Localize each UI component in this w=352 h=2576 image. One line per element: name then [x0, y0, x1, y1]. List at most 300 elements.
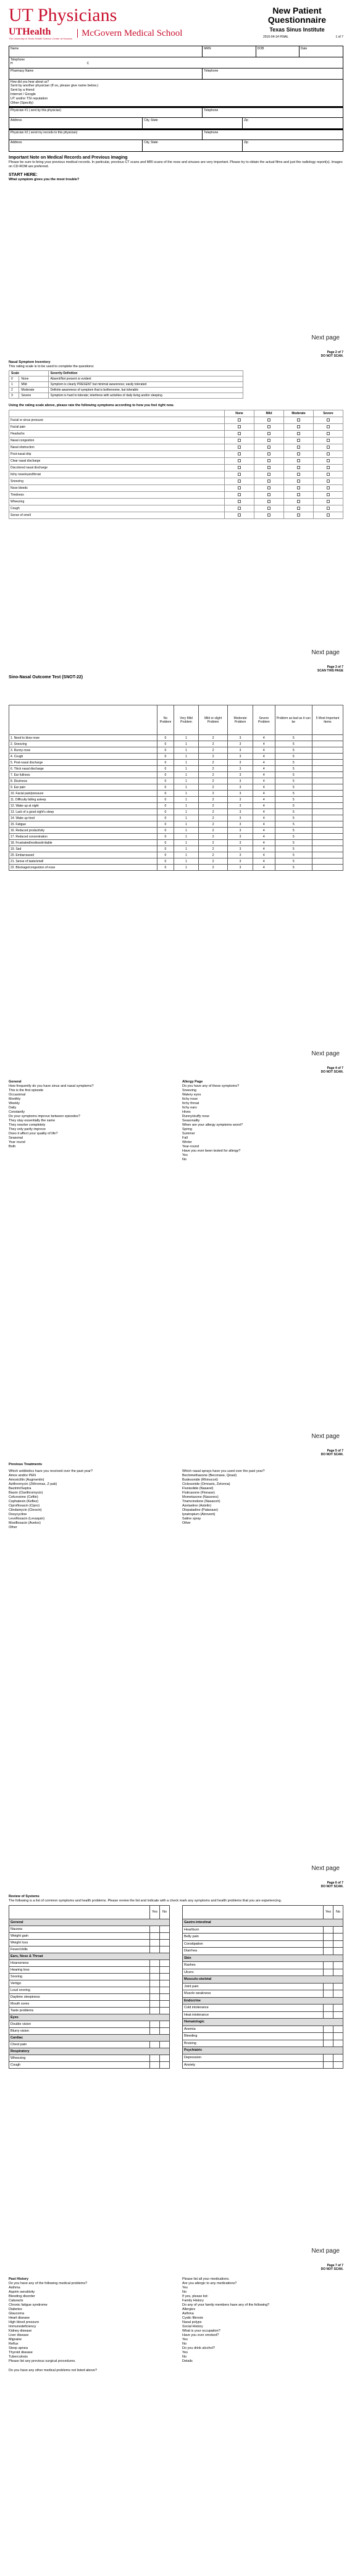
ros-no-cell[interactable] — [333, 1940, 343, 1948]
list-item[interactable]: Liver disease — [9, 2333, 29, 2337]
checkbox[interactable] — [267, 425, 270, 428]
checkbox[interactable] — [267, 493, 270, 496]
ros-yes-cell[interactable] — [324, 1962, 333, 1969]
snot-score[interactable]: 1 — [174, 797, 198, 803]
checkbox[interactable] — [297, 466, 300, 469]
snot-score[interactable]: 1 — [174, 834, 198, 840]
snot-important-cell[interactable] — [312, 747, 343, 754]
snot-score[interactable]: 0 — [157, 747, 174, 754]
ros-no-cell[interactable] — [160, 1933, 170, 1940]
mrn-field[interactable]: MRN — [203, 46, 256, 57]
ros-yes-cell[interactable] — [150, 1960, 160, 1967]
ros-yes-cell[interactable] — [324, 1948, 333, 1955]
ros-no-cell[interactable] — [160, 1994, 170, 2001]
rating-cell[interactable] — [284, 491, 314, 498]
snot-score[interactable]: 2 — [199, 821, 228, 828]
snot-score[interactable]: 3 — [228, 784, 253, 791]
checkbox[interactable] — [297, 439, 300, 442]
ros-yes-cell[interactable] — [324, 1990, 333, 1998]
list-item[interactable]: High blood pressure — [9, 2320, 40, 2324]
ros-yes-cell[interactable] — [150, 2028, 160, 2035]
list-item[interactable]: Does it affect your quality of life? — [9, 1131, 58, 1136]
checkbox[interactable] — [297, 507, 300, 510]
rating-cell[interactable] — [254, 464, 284, 471]
snot-score[interactable]: 5 — [275, 784, 312, 791]
snot-score[interactable]: 1 — [174, 828, 198, 834]
snot-important-cell[interactable] — [312, 784, 343, 791]
snot-score[interactable]: 3 — [228, 772, 253, 778]
snot-score[interactable]: 1 — [174, 865, 198, 871]
ros-no-cell[interactable] — [333, 2061, 343, 2069]
checkbox[interactable] — [238, 432, 241, 435]
rating-cell[interactable] — [225, 478, 254, 484]
checkbox[interactable] — [327, 480, 330, 483]
ros-no-cell[interactable] — [333, 2005, 343, 2012]
rating-cell[interactable] — [254, 457, 284, 464]
list-item[interactable]: Runny/stuffy nose — [182, 1114, 209, 1118]
tel-cell[interactable]: C — [86, 61, 90, 65]
snot-score[interactable]: 4 — [253, 754, 275, 760]
snot-score[interactable]: 1 — [174, 858, 198, 865]
ros-no-cell[interactable] — [333, 1948, 343, 1955]
ros-yes-cell[interactable] — [150, 1974, 160, 1980]
snot-score[interactable]: 1 — [174, 766, 198, 772]
snot-score[interactable]: 5 — [275, 828, 312, 834]
snot-score[interactable]: 5 — [275, 735, 312, 741]
list-item[interactable]: Asthma — [182, 2312, 194, 2316]
ros-no-cell[interactable] — [333, 1990, 343, 1998]
snot-score[interactable]: 4 — [253, 741, 275, 747]
snot-score[interactable]: 3 — [228, 846, 253, 852]
list-item[interactable]: Please list any previous surgical procedures. — [9, 2359, 76, 2363]
tel-home[interactable]: H — [10, 61, 13, 65]
rating-cell[interactable] — [284, 464, 314, 471]
snot-score[interactable]: 5 — [275, 766, 312, 772]
snot-score[interactable]: 1 — [174, 754, 198, 760]
pharmacy-phone-field[interactable]: Telephone — [204, 69, 219, 73]
list-item[interactable]: Sleep apnea — [9, 2346, 28, 2350]
snot-score[interactable]: 4 — [253, 760, 275, 766]
checkbox[interactable] — [327, 418, 330, 422]
snot-score[interactable]: 2 — [199, 846, 228, 852]
heard-option[interactable]: Sent by a friend — [10, 88, 35, 92]
list-item[interactable]: Which nasal sprays have you used over the past year? — [182, 1469, 265, 1473]
ros-no-cell[interactable] — [160, 1967, 170, 1974]
list-item[interactable]: Spring — [182, 1127, 192, 1131]
snot-score[interactable]: 1 — [174, 778, 198, 784]
list-item[interactable]: Both — [9, 1144, 16, 1149]
snot-score[interactable]: 2 — [199, 760, 228, 766]
snot-score[interactable]: 2 — [199, 766, 228, 772]
snot-important-cell[interactable] — [312, 766, 343, 772]
snot-score[interactable]: 4 — [253, 772, 275, 778]
ros-yes-cell[interactable] — [150, 2008, 160, 2014]
list-item[interactable]: Have you ever smoked? — [182, 2333, 219, 2337]
snot-score[interactable]: 3 — [228, 840, 253, 846]
list-item[interactable]: Itchy nose — [182, 1097, 198, 1101]
ros-no-cell[interactable] — [160, 2021, 170, 2028]
snot-score[interactable]: 0 — [157, 791, 174, 797]
ros-yes-cell[interactable] — [324, 2054, 333, 2061]
snot-score[interactable]: 0 — [157, 846, 174, 852]
snot-score[interactable]: 5 — [275, 858, 312, 865]
rating-cell[interactable] — [225, 505, 254, 512]
list-item[interactable]: Details — [182, 2359, 193, 2363]
snot-score[interactable]: 4 — [253, 858, 275, 865]
list-item[interactable]: Itchy throat — [182, 1101, 199, 1105]
rating-cell[interactable] — [284, 423, 314, 430]
snot-score[interactable]: 5 — [275, 865, 312, 871]
rating-cell[interactable] — [225, 484, 254, 491]
rating-cell[interactable] — [284, 512, 314, 518]
list-item[interactable]: Asthma — [9, 2285, 20, 2290]
ros-yes-cell[interactable] — [324, 1940, 333, 1948]
checkbox[interactable] — [238, 513, 241, 517]
ros-no-cell[interactable] — [160, 1980, 170, 1987]
rating-cell[interactable] — [314, 444, 343, 451]
snot-important-cell[interactable] — [312, 821, 343, 828]
ros-yes-cell[interactable] — [324, 2025, 333, 2033]
list-item[interactable]: Ciprofloxacin (Cipro) — [9, 1503, 40, 1508]
list-item[interactable]: Do you drink alcohol? — [182, 2346, 215, 2350]
physician1-city[interactable]: City, State — [143, 118, 243, 128]
snot-important-cell[interactable] — [312, 760, 343, 766]
snot-score[interactable]: 0 — [157, 858, 174, 865]
ros-yes-cell[interactable] — [150, 1926, 160, 1933]
rating-cell[interactable] — [254, 444, 284, 451]
physician2-tel[interactable]: Telephone — [204, 130, 219, 135]
snot-score[interactable]: 1 — [174, 791, 198, 797]
snot-score[interactable]: 4 — [253, 828, 275, 834]
snot-important-cell[interactable] — [312, 754, 343, 760]
snot-score[interactable]: 1 — [174, 735, 198, 741]
snot-score[interactable]: 3 — [228, 865, 253, 871]
rating-cell[interactable] — [284, 505, 314, 512]
snot-score[interactable]: 2 — [199, 791, 228, 797]
ros-no-cell[interactable] — [160, 2042, 170, 2048]
snot-score[interactable]: 5 — [275, 747, 312, 754]
ros-no-cell[interactable] — [160, 2028, 170, 2035]
checkbox[interactable] — [238, 439, 241, 442]
snot-score[interactable]: 5 — [275, 846, 312, 852]
list-item[interactable]: Please list all your medications. — [182, 2277, 230, 2281]
snot-important-cell[interactable] — [312, 858, 343, 865]
snot-score[interactable]: 5 — [275, 760, 312, 766]
checkbox[interactable] — [267, 459, 270, 462]
rating-cell[interactable] — [225, 512, 254, 518]
snot-score[interactable]: 2 — [199, 778, 228, 784]
checkbox[interactable] — [238, 500, 241, 503]
rating-cell[interactable] — [225, 451, 254, 457]
ros-yes-cell[interactable] — [150, 2062, 160, 2069]
ros-no-cell[interactable] — [160, 1940, 170, 1947]
snot-score[interactable]: 0 — [157, 778, 174, 784]
snot-important-cell[interactable] — [312, 803, 343, 809]
checkbox[interactable] — [238, 466, 241, 469]
physician2-zip[interactable]: Zip — [244, 140, 248, 144]
checkbox[interactable] — [238, 507, 241, 510]
snot-score[interactable]: 0 — [157, 766, 174, 772]
snot-important-cell[interactable] — [312, 797, 343, 803]
checkbox[interactable] — [267, 439, 270, 442]
ros-yes-cell[interactable] — [324, 1969, 333, 1976]
snot-score[interactable]: 0 — [157, 834, 174, 840]
list-item[interactable]: When are your allergy symptoms worst? — [182, 1123, 243, 1127]
name-field[interactable]: Name — [9, 46, 203, 57]
snot-score[interactable]: 2 — [199, 834, 228, 840]
rating-cell[interactable] — [254, 451, 284, 457]
snot-important-cell[interactable] — [312, 815, 343, 821]
checkbox[interactable] — [297, 500, 300, 503]
rating-cell[interactable] — [254, 423, 284, 430]
list-item[interactable]: Azelastine (Astelin) — [182, 1503, 212, 1508]
snot-score[interactable]: 0 — [157, 840, 174, 846]
snot-score[interactable]: 2 — [199, 772, 228, 778]
rating-cell[interactable] — [314, 471, 343, 478]
checkbox[interactable] — [327, 507, 330, 510]
snot-score[interactable]: 2 — [199, 735, 228, 741]
snot-score[interactable]: 4 — [253, 778, 275, 784]
list-item[interactable]: Cefuroxime (Ceftin) — [9, 1495, 38, 1499]
ros-yes-cell[interactable] — [150, 2042, 160, 2048]
snot-score[interactable]: 3 — [228, 852, 253, 858]
snot-score[interactable]: 0 — [157, 797, 174, 803]
checkbox[interactable] — [327, 446, 330, 449]
list-item[interactable]: Seasonal — [9, 1136, 23, 1140]
checkbox[interactable] — [267, 432, 270, 435]
list-item[interactable]: Yes — [182, 2351, 188, 2354]
checkbox[interactable] — [267, 473, 270, 476]
next-page-link[interactable]: Next page — [311, 649, 340, 656]
snot-score[interactable]: 4 — [253, 735, 275, 741]
snot-score[interactable]: 2 — [199, 865, 228, 871]
rating-cell[interactable] — [314, 491, 343, 498]
list-item[interactable]: Do you have any of these symptoms? — [182, 1084, 240, 1088]
checkbox[interactable] — [327, 439, 330, 442]
rating-cell[interactable] — [284, 444, 314, 451]
list-item[interactable]: How frequently do you have sinus and nasal symptoms? — [9, 1084, 94, 1088]
heard-option[interactable]: Sent by another physician (If so, please give name below.) — [10, 83, 99, 88]
ros-yes-cell[interactable] — [150, 1967, 160, 1974]
snot-score[interactable]: 5 — [275, 809, 312, 815]
next-page-link[interactable]: Next page — [311, 334, 340, 341]
list-item[interactable]: Olopatadine (Patanase) — [182, 1508, 219, 1512]
snot-important-cell[interactable] — [312, 865, 343, 871]
list-item[interactable]: No — [182, 2342, 187, 2346]
list-item[interactable]: Amoxicillin (Augmentin) — [9, 1477, 44, 1482]
snot-score[interactable]: 2 — [199, 858, 228, 865]
snot-score[interactable]: 2 — [199, 754, 228, 760]
list-item[interactable]: Occasional — [9, 1092, 26, 1097]
snot-important-cell[interactable] — [312, 828, 343, 834]
snot-score[interactable]: 4 — [253, 747, 275, 754]
snot-score[interactable]: 3 — [228, 815, 253, 821]
ros-no-cell[interactable] — [160, 2055, 170, 2062]
snot-score[interactable]: 5 — [275, 852, 312, 858]
snot-score[interactable]: 1 — [174, 760, 198, 766]
snot-score[interactable]: 0 — [157, 852, 174, 858]
checkbox[interactable] — [327, 425, 330, 428]
next-page-link[interactable]: Next page — [311, 1865, 340, 1872]
snot-score[interactable]: 4 — [253, 834, 275, 840]
list-item[interactable]: Moxifloxacin (Avelox) — [9, 1521, 41, 1525]
physician1-zip[interactable]: Zip — [244, 118, 248, 122]
snot-score[interactable]: 3 — [228, 828, 253, 834]
rating-cell[interactable] — [314, 437, 343, 444]
list-item[interactable]: Yes — [182, 2286, 188, 2290]
snot-score[interactable]: 3 — [228, 821, 253, 828]
heard-option[interactable]: Internet / Google — [10, 92, 36, 96]
physician1-field[interactable]: Physician #1 ( sent by this physician) — [9, 108, 203, 117]
ros-no-cell[interactable] — [160, 1926, 170, 1933]
list-item[interactable]: Aspirin sensitivity — [9, 2290, 35, 2294]
snot-score[interactable]: 3 — [228, 778, 253, 784]
list-item[interactable]: Saline spray — [182, 1516, 201, 1521]
list-item[interactable]: Summer — [182, 1131, 195, 1136]
checkbox[interactable] — [238, 459, 241, 462]
checkbox[interactable] — [238, 493, 241, 496]
rating-cell[interactable] — [284, 437, 314, 444]
ros-yes-cell[interactable] — [324, 2011, 333, 2019]
list-item[interactable]: Year round — [9, 1140, 25, 1144]
snot-score[interactable]: 3 — [228, 754, 253, 760]
rating-cell[interactable] — [314, 451, 343, 457]
checkbox[interactable] — [327, 500, 330, 503]
checkbox[interactable] — [297, 418, 300, 422]
snot-score[interactable]: 3 — [228, 747, 253, 754]
ros-yes-cell[interactable] — [150, 1933, 160, 1940]
ros-yes-cell[interactable] — [150, 1987, 160, 1994]
snot-score[interactable]: 5 — [275, 772, 312, 778]
snot-score[interactable]: 1 — [174, 747, 198, 754]
rating-cell[interactable] — [314, 417, 343, 423]
snot-important-cell[interactable] — [312, 741, 343, 747]
rating-cell[interactable] — [314, 464, 343, 471]
list-item[interactable]: Tuberculosis — [9, 2354, 28, 2359]
checkbox[interactable] — [297, 459, 300, 462]
list-item[interactable]: Daily — [9, 1105, 17, 1110]
ros-yes-cell[interactable] — [150, 1940, 160, 1947]
checkbox[interactable] — [238, 418, 241, 422]
list-item[interactable]: Hives — [182, 1110, 191, 1114]
snot-score[interactable]: 4 — [253, 791, 275, 797]
list-item[interactable]: Do your symptoms improve between episodes? — [9, 1114, 80, 1118]
rating-cell[interactable] — [284, 498, 314, 505]
list-item[interactable]: Nasal polyps — [182, 2320, 202, 2324]
snot-score[interactable]: 1 — [174, 784, 198, 791]
ros-no-cell[interactable] — [160, 1987, 170, 1994]
rating-cell[interactable] — [225, 423, 254, 430]
list-item[interactable]: Winter — [182, 1140, 192, 1144]
date-field[interactable]: Date — [300, 46, 308, 51]
ros-yes-cell[interactable] — [150, 1994, 160, 2001]
list-item[interactable]: Biaxin (Clarithromycin) — [9, 1490, 43, 1495]
list-item[interactable]: Cataracts — [9, 2298, 23, 2303]
list-item[interactable]: Kidney disease — [9, 2329, 32, 2333]
physician2-city[interactable]: City, State — [143, 140, 243, 151]
list-item[interactable]: Have you ever been tested for allergy? — [182, 1149, 241, 1153]
snot-score[interactable]: 3 — [228, 766, 253, 772]
rating-cell[interactable] — [314, 457, 343, 464]
snot-important-cell[interactable] — [312, 834, 343, 840]
ros-no-cell[interactable] — [333, 2011, 343, 2019]
snot-score[interactable]: 2 — [199, 784, 228, 791]
snot-score[interactable]: 0 — [157, 760, 174, 766]
physician2-field[interactable]: Physician #2 ( send my records to this physician) — [9, 130, 203, 139]
checkbox[interactable] — [297, 493, 300, 496]
ros-no-cell[interactable] — [160, 2062, 170, 2069]
snot-score[interactable]: 2 — [199, 803, 228, 809]
list-item[interactable]: Heart disease — [9, 2316, 30, 2320]
list-item[interactable]: Glaucoma — [9, 2311, 25, 2316]
list-item[interactable]: Clindamycin (Cleocin) — [9, 1508, 42, 1512]
rating-cell[interactable] — [225, 417, 254, 423]
list-item[interactable]: Fluticasone (Flonase) — [182, 1490, 215, 1495]
list-item[interactable]: They stay essentially the same — [9, 1118, 56, 1123]
snot-score[interactable]: 4 — [253, 784, 275, 791]
checkbox[interactable] — [238, 452, 241, 455]
checkbox[interactable] — [327, 459, 330, 462]
physician1-tel[interactable]: Telephone — [204, 108, 219, 112]
ros-no-cell[interactable] — [160, 2001, 170, 2008]
list-item[interactable]: Weekly — [9, 1101, 20, 1105]
list-item[interactable]: Other — [182, 1521, 191, 1525]
checkbox[interactable] — [297, 513, 300, 517]
next-page-link[interactable]: Next page — [311, 2248, 340, 2254]
ros-no-cell[interactable] — [333, 1934, 343, 1941]
rating-cell[interactable] — [254, 505, 284, 512]
rating-cell[interactable] — [225, 457, 254, 464]
list-item[interactable]: Triamcinolone (Nasacort) — [182, 1499, 220, 1503]
ros-yes-cell[interactable] — [150, 1947, 160, 1953]
list-item[interactable]: Chronic fatigue syndrome — [9, 2303, 48, 2307]
checkbox[interactable] — [267, 418, 270, 422]
snot-score[interactable]: 0 — [157, 815, 174, 821]
rating-cell[interactable] — [254, 478, 284, 484]
snot-score[interactable]: 2 — [199, 815, 228, 821]
checkbox[interactable] — [327, 486, 330, 489]
snot-score[interactable]: 5 — [275, 797, 312, 803]
ros-no-cell[interactable] — [333, 1962, 343, 1969]
snot-score[interactable]: 4 — [253, 797, 275, 803]
list-item[interactable]: Doxycycline — [9, 1512, 27, 1516]
rating-cell[interactable] — [225, 471, 254, 478]
ros-no-cell[interactable] — [160, 1974, 170, 1980]
pharmacy-name-field[interactable]: Pharmacy Name — [9, 69, 203, 79]
checkbox[interactable] — [267, 466, 270, 469]
ros-no-cell[interactable] — [160, 2008, 170, 2014]
next-page-link[interactable]: Next page — [311, 1433, 340, 1440]
list-item[interactable]: Cystic fibrosis — [182, 2316, 203, 2320]
snot-score[interactable]: 0 — [157, 828, 174, 834]
list-item[interactable]: Do you have any of the following medical problems? — [9, 2281, 88, 2285]
snot-score[interactable]: 3 — [228, 834, 253, 840]
list-item[interactable]: What is your occupation? — [182, 2329, 220, 2333]
physician2-address[interactable]: Address — [9, 140, 143, 151]
list-item[interactable]: Amox and/or PEN — [9, 1473, 36, 1477]
list-item[interactable]: Thyroid disease — [9, 2350, 33, 2354]
checkbox[interactable] — [267, 507, 270, 510]
snot-score[interactable]: 5 — [275, 821, 312, 828]
rating-cell[interactable] — [225, 430, 254, 437]
snot-important-cell[interactable] — [312, 778, 343, 784]
snot-score[interactable]: 4 — [253, 865, 275, 871]
snot-score[interactable]: 0 — [157, 754, 174, 760]
checkbox[interactable] — [297, 425, 300, 428]
list-item[interactable]: No — [182, 2290, 187, 2294]
heard-option[interactable]: Other (Specify) — [10, 101, 33, 105]
ros-no-cell[interactable] — [160, 1960, 170, 1967]
